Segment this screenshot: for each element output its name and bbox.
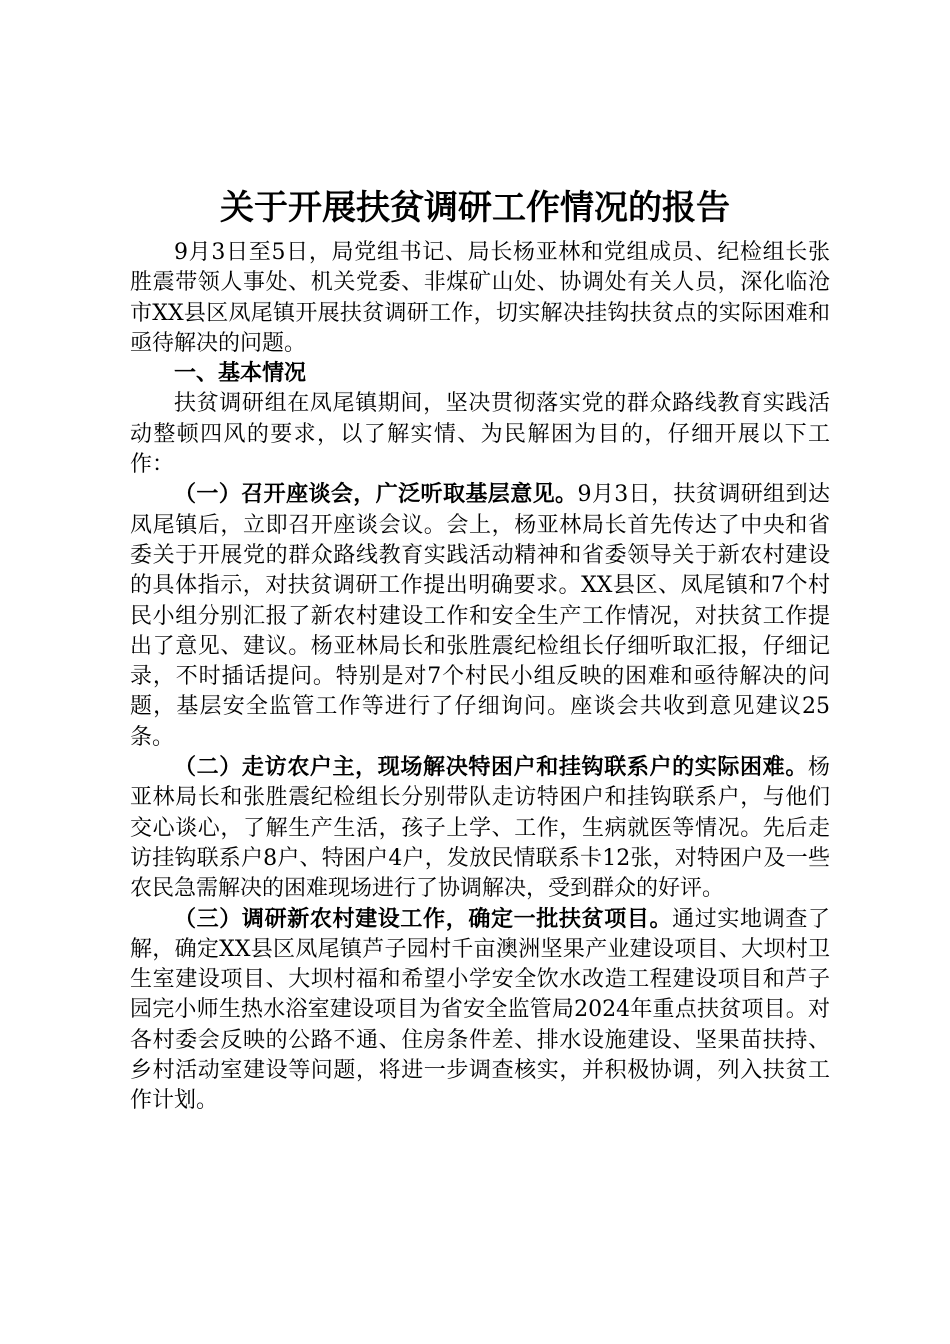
document-body <box>130 238 830 1117</box>
section-intro-paragraph: 扶贫调研组在凤尾镇期间，坚决贯彻落实党的群众路线教育实践活动整顿四风的要求，以了解实情、为民解困为目的，仔细开展以下工作： <box>130 391 830 478</box>
item-paragraph-2 <box>130 753 830 904</box>
item-lead-3: （三）调研新农村建设工作，确定一批扶贫项目。 <box>174 906 673 932</box>
document-title: 关于开展扶贫调研工作情况的报告 <box>220 188 730 228</box>
item-lead-1: （一）召开座谈会，广泛听取基层意见。 <box>174 482 578 508</box>
item-text-3: 通过实地调查了解，确定XX县区凤尾镇芦子园村千亩澳洲坚果产业建设项目、大坝村卫生室建设项目、大坝村福和希望小学安全饮水改造工程建设项目和芦子园完小师生热水浴室建设项目为省安全监管局2024年重点扶贫项目。对各村委会反映的公路不通、住房条件差、排水设施建设、坚果苗扶持、乡村活动室建设等问题，将进一步调查核实，并积极协调，列入扶贫工作计划。 <box>130 906 830 1114</box>
item-paragraph-3 <box>130 905 830 1117</box>
item-text-2: 杨亚林局长和张胜震纪检组长分别带队走访特困户和挂钩联系户，与他们交心谈心，了解生产生活，孩子上学、工作，生病就医等情况。先后走访挂钩联系户8户、特困户4户，发放民情联系卡12张，对特困户及一些农民急需解决的困难现场进行了协调解决，受到群众的好评。 <box>130 755 830 902</box>
item-lead-2: （二）走访农户主，现场解决特困户和挂钩联系户的实际困难。 <box>174 755 808 781</box>
item-paragraph-1 <box>130 480 830 753</box>
item-text-1: 9月3日，扶贫调研组到达凤尾镇后，立即召开座谈会议。会上，杨亚林局长首先传达了中央和省委关于开展党的群众路线教育实践活动精神和省委领导关于新农村建设的具体指示，对扶贫调研工作提出明确要求。XX县区、凤尾镇和7个村民小组分别汇报了新农村建设工作和安全生产工作情况，对扶贫工作提出了意见、建议。杨亚林局长和张胜震纪检组长仔细听取汇报，仔细记录，不时插话提问。特别是对7个村民小组反映的困难和亟待解决的问题，基层安全监管工作等进行了仔细询问。座谈会共收到意见建议25条。 <box>130 482 830 750</box>
section-heading-basic-situation: 一、基本情况 <box>174 361 307 387</box>
intro-paragraph: 9月3日至5日，局党组书记、局长杨亚林和党组成员、纪检组长张胜震带领人事处、机关党委、非煤矿山处、协调处有关人员，深化临沧市XX县区凤尾镇开展扶贫调研工作，切实解决挂钩扶贫点的实际困难和亟待解决的问题。 <box>130 240 830 356</box>
